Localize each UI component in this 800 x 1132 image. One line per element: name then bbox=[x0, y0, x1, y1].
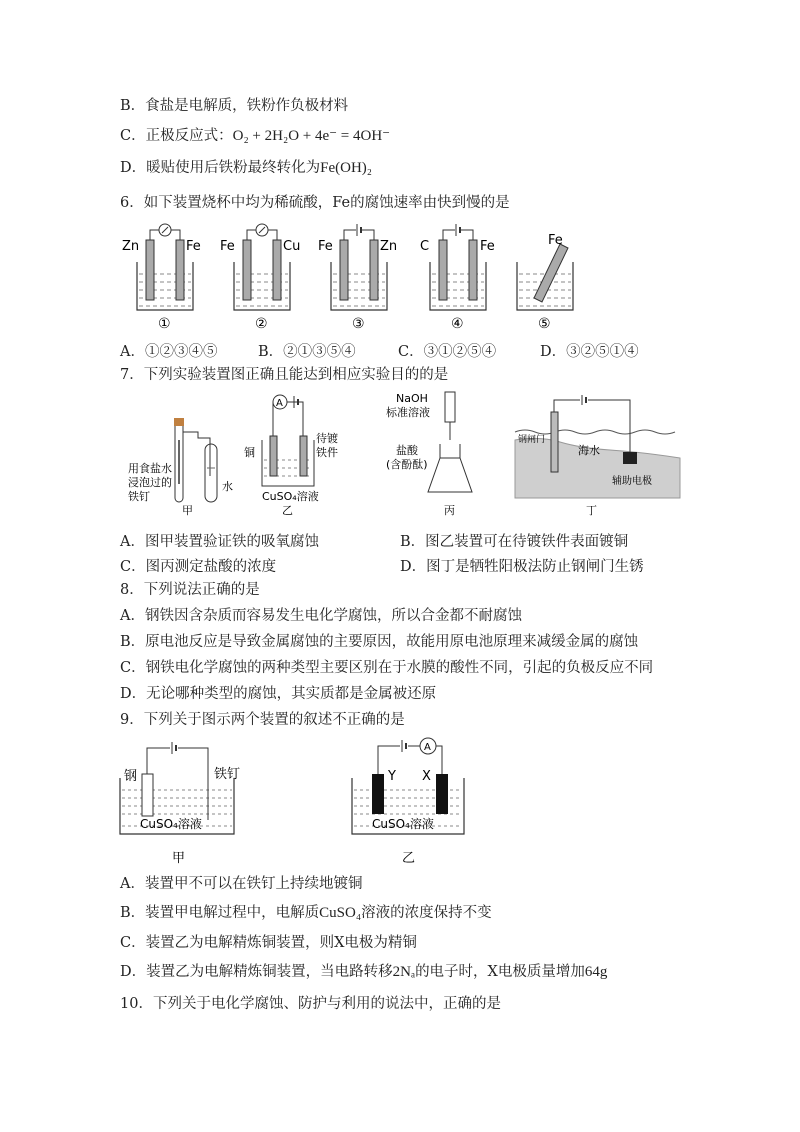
q7-yi-copper: 铜 bbox=[244, 446, 255, 459]
q9-option-d-prefix: D．装置乙为电解精炼铜装置，当电路转移 bbox=[120, 964, 393, 980]
q9-option-d-mid: 的电子时，X电极质量增加 bbox=[415, 964, 585, 980]
q7-yi-plated2: 铁件 bbox=[316, 446, 338, 459]
q9-option-d bbox=[120, 962, 607, 982]
q8-stem: 8．下列说法正确的是 bbox=[120, 582, 260, 598]
q7-jia-label3: 铁钉 bbox=[128, 490, 150, 503]
q9-option-c: C．装置乙为电解精炼铜装置，则X电极为精铜 bbox=[120, 935, 417, 951]
q6-b2-num: ② bbox=[255, 316, 268, 332]
q6-b1-left: Zn bbox=[122, 239, 140, 254]
q7-bing-acid2: (含酚酞) bbox=[386, 458, 428, 471]
q7-yi-meter: A bbox=[276, 398, 283, 409]
q7-bing-caption: 丙 bbox=[444, 504, 455, 517]
q7-yi-solution: CuSO₄溶液 bbox=[262, 490, 319, 503]
q6-b1-right: Fe bbox=[186, 239, 201, 254]
q5-option-d bbox=[120, 158, 372, 178]
q7-ding-aux: 辅助电极 bbox=[612, 476, 652, 487]
q10-stem: 10．下列关于电化学腐蚀、防护与利用的说法中，正确的是 bbox=[120, 996, 501, 1012]
q8-option-c: C．钢铁电化学腐蚀的两种类型主要区别在于水膜的酸性不同，引起的负极反应不同 bbox=[120, 660, 654, 676]
q7-jia-caption: 甲 bbox=[182, 504, 193, 517]
q9-option-b bbox=[120, 903, 492, 923]
q5-option-d-formula: Fe(OH)₂ bbox=[320, 160, 373, 176]
q6-beaker-5 bbox=[517, 233, 573, 332]
q7-fig-ding bbox=[515, 395, 680, 517]
q7-jia-label1: 用食盐水 bbox=[128, 462, 172, 475]
q9-jia-steel: 钢 bbox=[124, 769, 138, 784]
q9-option-d-value: 64g bbox=[584, 964, 608, 980]
q9-option-a: A．装置甲不可以在铁钉上持续地镀铜 bbox=[120, 876, 363, 892]
q6-b5-label: Fe bbox=[548, 233, 563, 248]
q6-b3-right: Zn bbox=[380, 239, 398, 254]
q7-jia-label2: 浸泡过的 bbox=[128, 476, 172, 489]
q5-option-c-prefix: C．正极反应式： bbox=[120, 128, 233, 144]
q6-b4-left: C bbox=[420, 239, 430, 254]
q9-stem: 9．下列关于图示两个装置的叙述不正确的是 bbox=[120, 712, 405, 728]
q9-yi-caption: 乙 bbox=[402, 851, 416, 866]
q9-yi-x: X bbox=[422, 769, 431, 784]
q6-option-d: D．③②⑤①④ bbox=[540, 344, 639, 360]
q7-yi-caption: 乙 bbox=[282, 504, 293, 517]
q6-b1-num: ① bbox=[158, 316, 171, 332]
q6-b3-left: Fe bbox=[318, 239, 333, 254]
q5-option-b: B．食盐是电解质，铁粉作负极材料 bbox=[120, 98, 349, 114]
q6-option-a: A．①②③④⑤ bbox=[120, 344, 218, 360]
q7-option-b: B．图乙装置可在待镀铁件表面镀铜 bbox=[400, 534, 629, 550]
q6-b4-right: Fe bbox=[480, 239, 495, 254]
q9-jia-nail: 铁钉 bbox=[214, 767, 241, 782]
q7-yi-plated1: 待镀 bbox=[316, 432, 338, 445]
q9-yi-solution: CuSO₄溶液 bbox=[372, 817, 434, 831]
q9-jia-solution: CuSO₄溶液 bbox=[140, 817, 202, 831]
q9-option-b-formula: CuSO₄ bbox=[319, 905, 362, 921]
q7-option-a: A．图甲装置验证铁的吸氧腐蚀 bbox=[120, 534, 319, 550]
q9-option-d-formula: 2Nₐ bbox=[392, 964, 416, 980]
q7-fig-bing bbox=[386, 392, 472, 517]
q9-figure bbox=[0, 728, 800, 868]
q6-b2-right: Cu bbox=[283, 239, 301, 254]
q6-beaker-2 bbox=[220, 224, 300, 332]
q6-b2-left: Fe bbox=[220, 239, 235, 254]
q7-jia-water: 水 bbox=[222, 480, 233, 493]
q7-ding-gate: 钢闸门 bbox=[518, 435, 546, 445]
q7-bing-naoh2: 标准溶液 bbox=[386, 406, 430, 419]
q7-bing-acid1: 盐酸 bbox=[396, 444, 418, 457]
q9-yi-meter: A bbox=[424, 742, 431, 753]
q5-option-d-prefix: D．暖贴使用后铁粉最终转化为 bbox=[120, 160, 321, 176]
q8-option-a: A．钢铁因含杂质而容易发生电化学腐蚀，所以合金都不耐腐蚀 bbox=[120, 608, 522, 624]
q8-option-b: B．原电池反应是导致金属腐蚀的主要原因，故能用原电池原理来减缓金属的腐蚀 bbox=[120, 634, 639, 650]
q7-ding-caption: 丁 bbox=[586, 504, 597, 517]
q7-ding-sea: 海水 bbox=[578, 444, 600, 457]
q9-yi-y: Y bbox=[388, 769, 396, 784]
q5-option-c-formula: O₂ + 2H₂O + 4e⁻ = 4OH⁻ bbox=[232, 128, 391, 144]
q7-fig-jia bbox=[128, 418, 233, 517]
q6-option-b: B．②①③⑤④ bbox=[258, 344, 356, 360]
q6-b5-num: ⑤ bbox=[538, 316, 551, 332]
q9-option-b-suffix: 溶液的浓度保持不变 bbox=[361, 905, 492, 921]
q7-stem: 7．下列实验装置图正确且能达到相应实验目的的是 bbox=[120, 367, 449, 383]
q6-b3-num: ③ bbox=[352, 316, 365, 332]
q6-beaker-3 bbox=[318, 224, 397, 332]
q7-option-c: C．图丙测定盐酸的浓度 bbox=[120, 559, 277, 575]
q6-figure bbox=[0, 222, 800, 342]
q6-stem: 6．如下装置烧杯中均为稀硫酸，Fe的腐蚀速率由快到慢的是 bbox=[120, 195, 510, 211]
q8-option-d: D．无论哪种类型的腐蚀，其实质都是金属被还原 bbox=[120, 686, 437, 702]
q7-bing-naoh1: NaOH bbox=[396, 392, 428, 405]
q6-beaker-1 bbox=[122, 224, 201, 332]
q7-fig-yi bbox=[244, 395, 338, 517]
q6-option-c: C．③①②⑤④ bbox=[398, 344, 497, 360]
q9-fig-yi bbox=[352, 738, 464, 866]
q7-figure bbox=[0, 388, 800, 518]
q7-option-d: D．图丁是牺牲阳极法防止钢闸门生锈 bbox=[400, 559, 644, 575]
q5-option-c bbox=[120, 126, 390, 146]
q6-beaker-4 bbox=[420, 224, 495, 332]
q9-option-b-prefix: B．装置甲电解过程中，电解质 bbox=[120, 905, 320, 921]
q9-jia-caption: 甲 bbox=[172, 851, 186, 866]
q9-fig-jia bbox=[120, 742, 240, 866]
q6-b4-num: ④ bbox=[451, 316, 464, 332]
